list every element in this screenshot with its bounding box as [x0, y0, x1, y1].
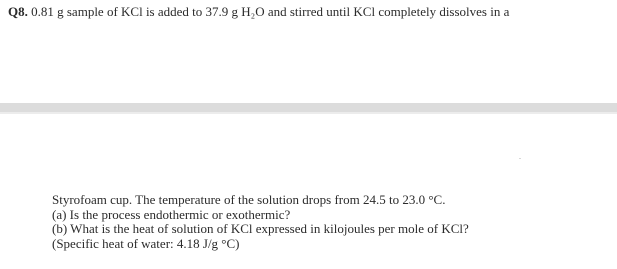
part-b-question: (b) What is the heat of solution of KCl expressed in kilojoules per mole of KCl? — [52, 221, 469, 236]
part-a-question: (a) Is the process endothermic or exothermic? — [52, 206, 291, 222]
question-text: 0.81 g sample of KCl is added to 37.9 g H₂O and stirred until KCl completely dissolves in a — [27, 4, 510, 19]
question-number: Q8. — [8, 4, 28, 19]
question-header — [8, 4, 509, 20]
question-continuation — [52, 193, 469, 251]
specific-heat-note: (Specific heat of water: 4.18 J/g °C) — [52, 235, 240, 251]
continuation-line: Styrofoam cup. The temperature of the solution drops from 24.5 to 23.0 °C. — [52, 192, 446, 207]
page-break-divider — [0, 103, 617, 112]
page-break-shadow — [0, 112, 617, 114]
scan-speck — [519, 158, 521, 159]
